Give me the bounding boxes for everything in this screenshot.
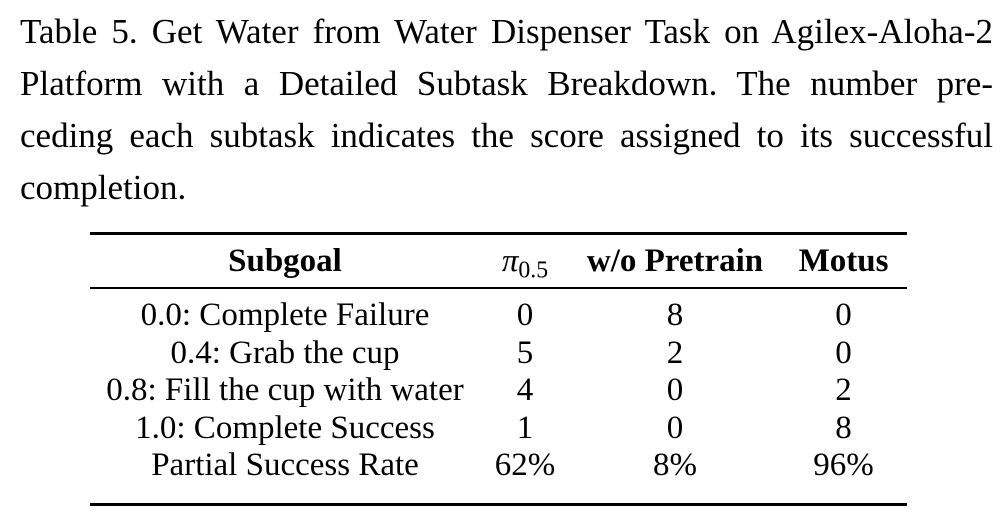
pi-subscript: 0.5 [518,257,549,284]
pi-symbol: π [501,242,519,279]
cell-subgoal: Partial Success Rate [151,447,419,484]
cell-subgoal: 0.4: Grab the cup [170,334,400,371]
table-row [90,297,907,335]
table-row [90,410,907,448]
column-header-subgoal: Subgoal [228,242,342,279]
column-header-motus: Motus [798,242,889,279]
table-body [90,289,907,503]
cell-wo-pretrain: 8 [666,297,684,334]
cell-motus: 8 [835,409,852,446]
cell-wo-pretrain: 0 [666,409,684,446]
cell-pi05: 4 [516,372,534,409]
cell-pi05: 62% [494,447,556,484]
cell-wo-pretrain: 2 [666,334,684,371]
caption-line-4: completion. [20,168,187,207]
caption-line-2: Platform with a Detailed Subtask Breakdown. The number pre- [20,64,993,103]
cell-motus: 96% [813,447,874,484]
table-header-row [90,235,907,287]
cell-pi05: 0 [516,297,534,334]
column-header-wo-pretrain: w/o Pretrain [586,242,764,279]
bottom-rule [90,503,907,506]
cell-wo-pretrain: 0 [666,372,684,409]
table-row [90,372,907,410]
cell-pi05: 5 [516,334,534,371]
table-row [90,447,907,485]
caption-line-1: Table 5. Get Water from Water Dispenser Task on Agilex-Aloha-2 [20,12,993,51]
results-table [90,232,907,506]
cell-subgoal: 0.8: Fill the cup with water [106,372,464,409]
cell-subgoal: 1.0: Complete Success [135,409,435,446]
cell-motus: 0 [835,334,852,371]
column-header-pi05 [480,242,570,284]
table-caption [20,6,993,214]
table-row [90,335,907,373]
cell-motus: 2 [835,372,852,409]
cell-pi05: 1 [516,409,534,446]
cell-subgoal: 0.0: Complete Failure [140,297,430,334]
cell-wo-pretrain: 8% [653,447,697,484]
caption-line-3: ceding each subtask indicates the score assigned to its successful [20,116,993,155]
cell-motus: 0 [835,297,852,334]
